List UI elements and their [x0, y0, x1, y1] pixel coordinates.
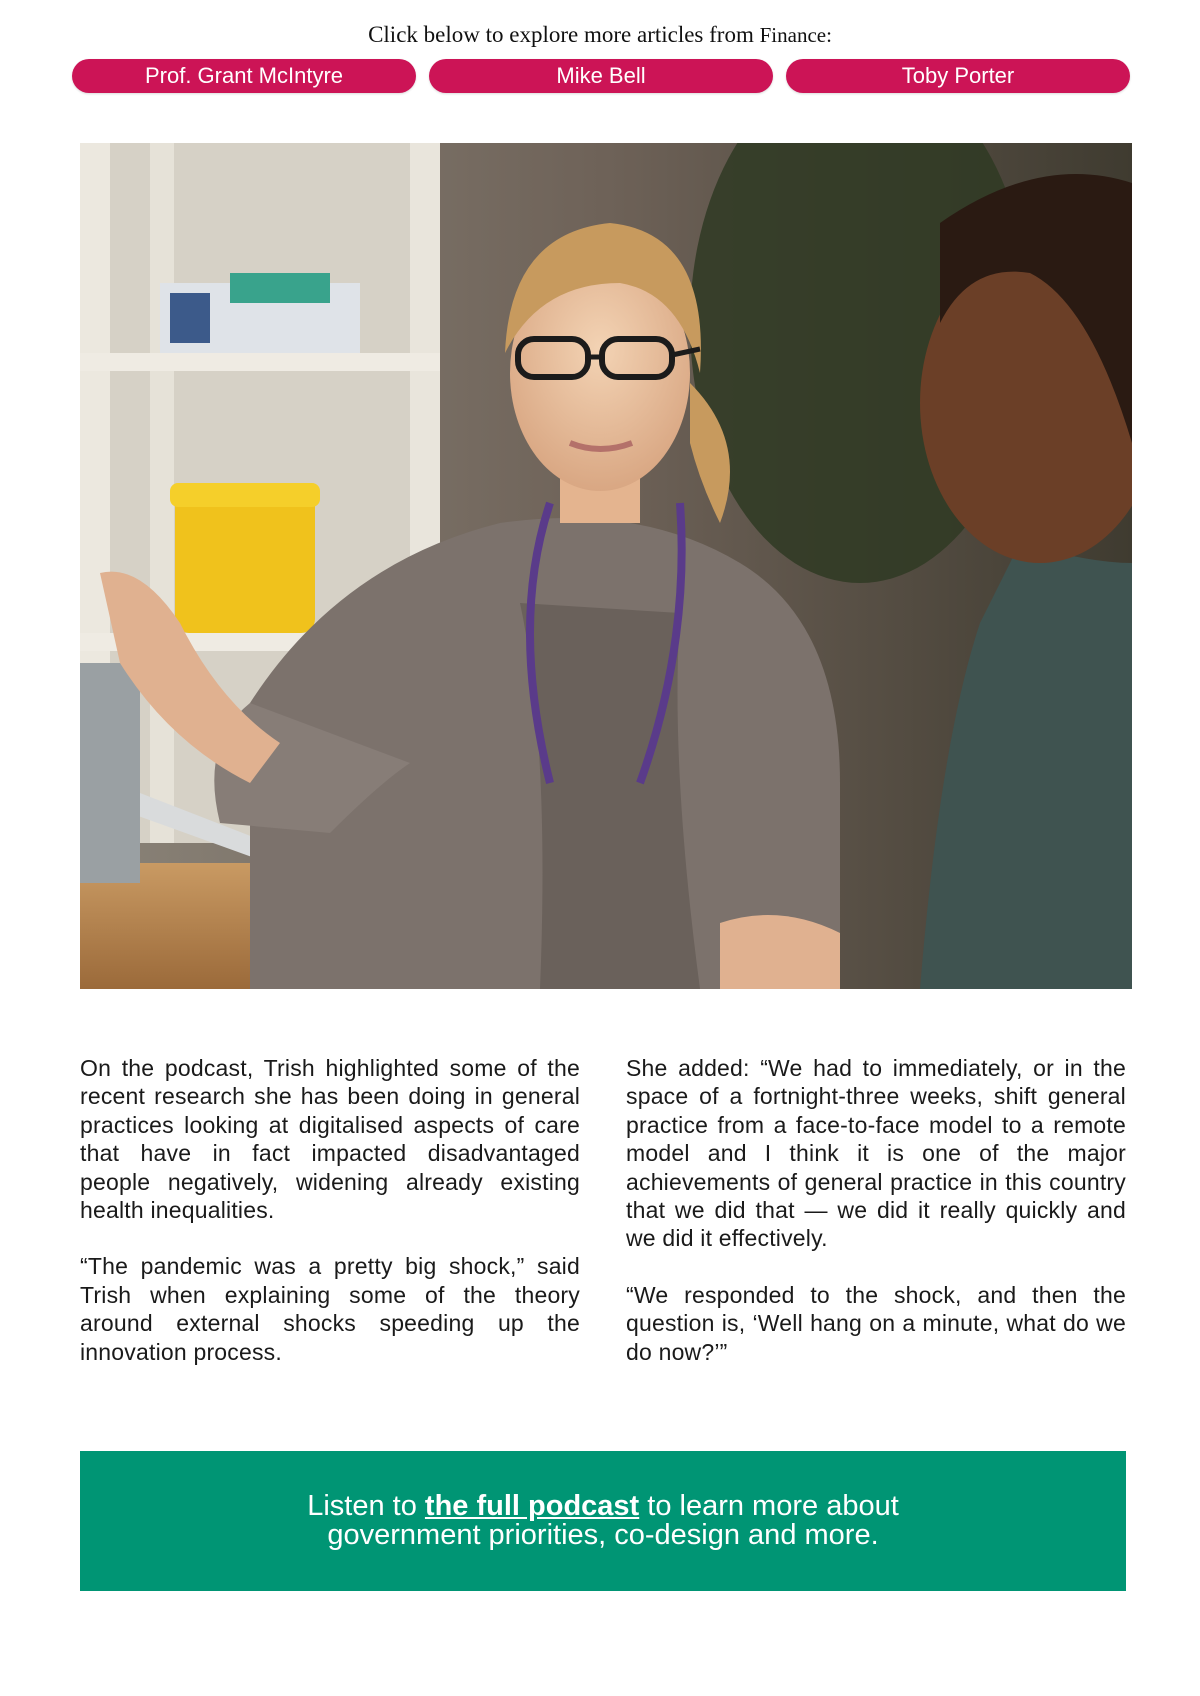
banner-text-after: to learn more about government priorities, co-design and more. [327, 1490, 899, 1551]
author-links [72, 59, 1130, 93]
author-link-mike-bell[interactable]: Mike Bell [429, 59, 773, 93]
paragraph: “We responded to the shock, and then the question is, ‘Well hang on a minute, what do we do now?’” [626, 1281, 1126, 1365]
article-photo [80, 143, 1132, 989]
podcast-banner [80, 1451, 1126, 1591]
explore-prompt [0, 22, 1200, 48]
article-column-left [80, 1054, 580, 1394]
article-body [80, 1054, 1126, 1394]
article-column-right [626, 1054, 1126, 1394]
author-link-toby-porter[interactable]: Toby Porter [786, 59, 1130, 93]
photo-illustration [80, 143, 1132, 989]
banner-text-before: Listen to [307, 1490, 425, 1522]
full-podcast-link[interactable]: the full podcast [424, 1490, 640, 1522]
author-link-grant-mcintyre[interactable]: Prof. Grant McIntyre [72, 59, 416, 93]
paragraph: She added: “We had to immediately, or in the space of a fortnight-three weeks, shift general practice from a face-to-face model to a remote model and I think it is one of the major achievements of general practice in this country that we did that — we did it really quickly and we did it effectively. [626, 1055, 1126, 1252]
explore-category: Finance: [759, 23, 832, 47]
paragraph: “The pandemic was a pretty big shock,” said Trish when explaining some of the theory around external shocks speeding up the innovation process. [80, 1253, 580, 1365]
paragraph: On the podcast, Trish highlighted some of the recent research she has been doing in general practices looking at digitalised aspects of care that have in fact impacted disadvantaged people negatively, widening already existing health inequalities. [80, 1055, 580, 1224]
explore-text: Click below to explore more articles from [368, 22, 754, 47]
podcast-banner-text [283, 1492, 923, 1550]
